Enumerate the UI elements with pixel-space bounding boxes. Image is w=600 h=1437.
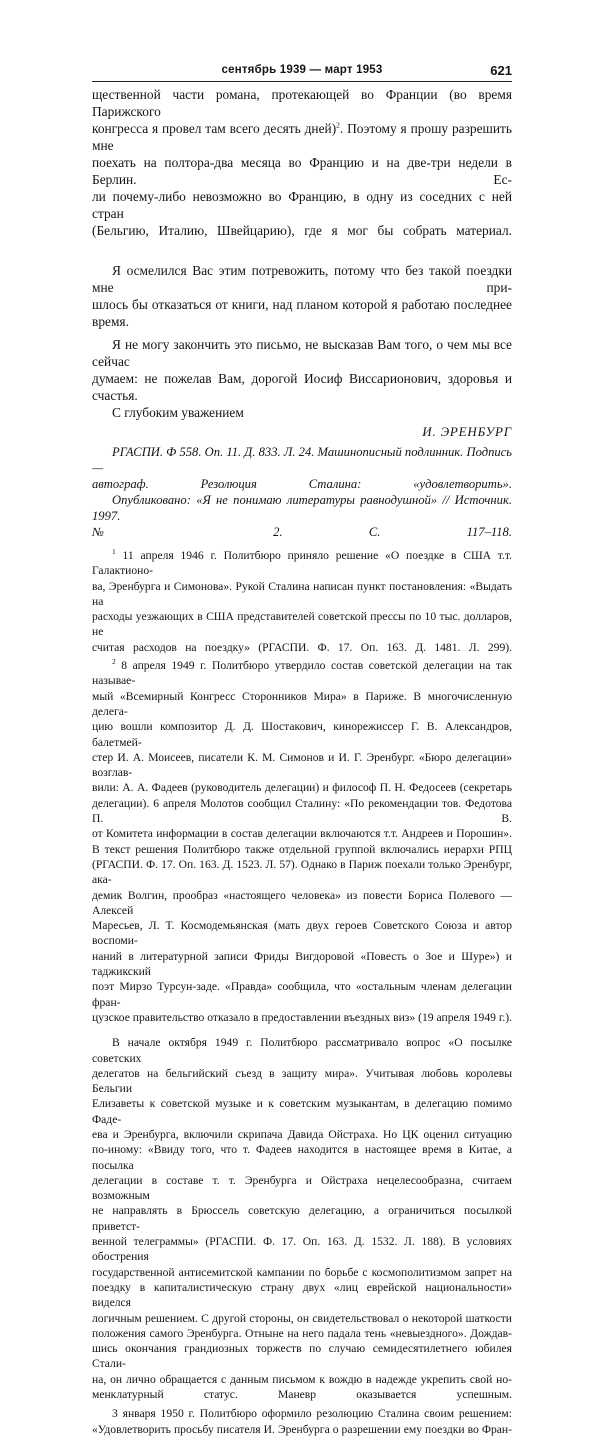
- letter-paragraph-3: [92, 336, 512, 404]
- page-number: 621: [490, 63, 512, 78]
- text-line: поездку в капиталистическую страну двух «лиц еврейской национальности» виделся: [92, 1280, 512, 1310]
- text-line: менклатурный статус. Маневр оказывается успешным.: [92, 1388, 512, 1402]
- archive-source: [92, 444, 512, 492]
- text-line: . Поэтому я прошу разрешить мне: [92, 121, 512, 153]
- text-line: Я осмелился Вас этим потревожить, потому что без такой поездки мне при-: [92, 263, 512, 295]
- text-line: делегации в составе т. т. Эренбурга и Ойстраха нецелесообразна, считаем возможным: [92, 1173, 512, 1203]
- text-line: «Удовлетворить просьбу писателя И. Эренбурга о разрешении ему поездки во Фран-: [92, 1422, 512, 1436]
- text-line: цузское правительство отказало в предоставлении въездных виз» (19 апреля 1949 г.).: [92, 1010, 512, 1024]
- text-line: вили: А. А. Фадеев (руководитель делегации) и философ П. Н. Федосеев (секретарь: [92, 781, 512, 795]
- text-line: делегатов на бельгийский съезд в защиту мира». Учитывая любовь королевы Бельгии: [92, 1066, 512, 1096]
- text-line: ли почему-либо невозможно во Францию, в одну из соседних с ней стран: [92, 189, 512, 221]
- letter-paragraph-1: [92, 86, 512, 256]
- text-line: 8 апреля 1949 г. Политбюро утвердило состав советской делегации на так называе-: [92, 659, 512, 688]
- page-header: [92, 64, 512, 80]
- text-line: шлось бы отказаться от книги, над планом которой я работаю последнее время.: [92, 297, 512, 329]
- publication-source: [92, 492, 512, 540]
- text-line: Елизаветы к советской музыке и к советским музыкантам, в делегацию помимо Фаде-: [92, 1097, 512, 1126]
- text-line: ва, Эренбурга и Симонова». Рукой Сталина написан пункт постановления: «Выдать на: [92, 579, 512, 608]
- text-line: считая расходов на поездку» (РГАСПИ. Ф. 17. Оп. 163. Д. 1481. Л. 299).: [92, 640, 512, 654]
- text-line: (РГАСПИ. Ф. 17. Оп. 163. Д. 1523. Л. 57). Однако в Париж поехали только Эренбург, ака-: [92, 857, 512, 887]
- text-line: расходы уезжающих в США представителей советской прессы по 10 тыс. долларов, не: [92, 610, 512, 639]
- text-line: венной телеграммы» (РГАСПИ. Ф. 17. Оп. 163. Д. 1532. Л. 188). В условиях обострения: [92, 1235, 512, 1264]
- page-body: [92, 86, 512, 1437]
- header-rule: [92, 81, 512, 82]
- text-line: делегации). 6 апреля Молотов сообщил Сталину: «По рекомендации тов. Федотова П. В.: [92, 796, 512, 826]
- text-line: от Комитета информации в состав делегации включаются т.т. Андреев и Порошин».: [92, 827, 512, 841]
- text-line: РГАСПИ. Ф 558. Оп. 11. Д. 833. Л. 24. Машинописный подлинник. Подпись —: [92, 445, 512, 475]
- footnote-2: [92, 658, 512, 1025]
- letter-closing: С глубоким уважением: [112, 405, 244, 420]
- text-line: щественной части романа, протекающей во Франции (во время Парижского: [92, 87, 512, 119]
- text-line: не направлять в Брюссель советскую делегацию, а ограничиться посылкой приветст-: [92, 1204, 512, 1233]
- footnote-mark: 1: [112, 547, 116, 557]
- text-line: Маресьев, Л. Т. Космодемьянская (мать двух героев Советского Союза и автор воспоми-: [92, 919, 512, 948]
- text-line: думаем: не пожелав Вам, дорогой Иосиф Виссарионович, здоровья и счастья.: [92, 371, 512, 403]
- footnote-ref: 2: [336, 120, 340, 130]
- text-line: конгресса я провел там всего десять дней): [92, 121, 337, 136]
- text-line: демик Волгин, прообраз «настоящего человека» из повести Бориса Полевого — Алексей: [92, 888, 512, 917]
- text-line: логичным решением. С другой стороны, он свидетельствовал о некоторой шаткости: [92, 1311, 512, 1325]
- footnote-1: [92, 548, 512, 655]
- text-line: мый «Всемирный Конгресс Сторонников Мира» в Париже. В многочисленную делега-: [92, 689, 512, 718]
- text-line: наний в литературной записи Фриды Вигдоровой «Повесть о Зое и Шуре») и таджикский: [92, 949, 512, 979]
- commentary-paragraph-1: [92, 1035, 512, 1402]
- text-line: (Бельгию, Италию, Швейцарию), где я мог бы собрать материал.: [92, 223, 512, 238]
- letter-signature: И. ЭРЕНБУРГ: [422, 424, 512, 439]
- footnote-mark: 2: [112, 657, 116, 667]
- text-line: положения самого Эренбурга. Отныне на него падала тень «невыездного». Дождав-: [92, 1326, 512, 1340]
- text-line: шись окончания грандиозных торжеств по случаю семидесятилетнего юбилея Стали-: [92, 1342, 512, 1371]
- text-line: поэт Мирзо Турсун-заде. «Правда» сообщила, что «остальным членам делегации фран-: [92, 980, 512, 1009]
- text-line: 3 января 1950 г. Политбюро оформило резолюцию Сталина своим решением:: [112, 1407, 512, 1421]
- text-line: цию вошли композитор Д. Д. Шостакович, кинорежиссер Г. В. Александров, балетмей-: [92, 720, 512, 749]
- text-line: по-иному: «Ввиду того, что т. Фадеев находится в настоящее время в Китае, а посылка: [92, 1143, 512, 1172]
- text-line: ева и Эренбурга, включили скрипача Давида Ойстраха. Но ЦК оценил ситуацию: [92, 1127, 512, 1141]
- text-line: В текст решения Политбюро также отдельной группой включались иерархи РПЦ: [92, 842, 512, 856]
- text-line: Я не могу закончить это письмо, не высказав Вам того, о чем мы все сейчас: [92, 337, 512, 369]
- text-line: № 2. С. 117–118.: [92, 525, 512, 539]
- text-line: В начале октября 1949 г. Политбюро рассматривало вопрос «О посылке советских: [92, 1036, 512, 1065]
- text-line: 11 апреля 1946 г. Политбюро приняло решение «О поездке в США т.т. Галактионо-: [92, 549, 512, 578]
- text-line: государственной антисемитской кампании по борьбе с космополитизмом запрет на: [92, 1265, 512, 1279]
- running-title: сентябрь 1939 — март 1953: [221, 64, 383, 76]
- text-line: поехать на полтора-два месяца во Францию и на две-три недели в Берлин. Ес-: [92, 155, 512, 187]
- letter-paragraph-2: [92, 262, 512, 330]
- text-line: автограф. Резолюция Сталина: «удовлетворить».: [92, 477, 512, 491]
- text-line: на, он лично обращается с данным письмом к вождю в надежде укрепить свой но-: [92, 1372, 512, 1386]
- text-line: Опубликовано: «Я не понимаю литературы равнодушной» // Источник. 1997.: [92, 493, 512, 523]
- commentary-paragraph-2: [92, 1406, 512, 1437]
- text-line: стер И. А. Моисеев, писатели К. М. Симонов и И. Г. Эренбург. «Бюро делегации» возглав-: [92, 750, 512, 780]
